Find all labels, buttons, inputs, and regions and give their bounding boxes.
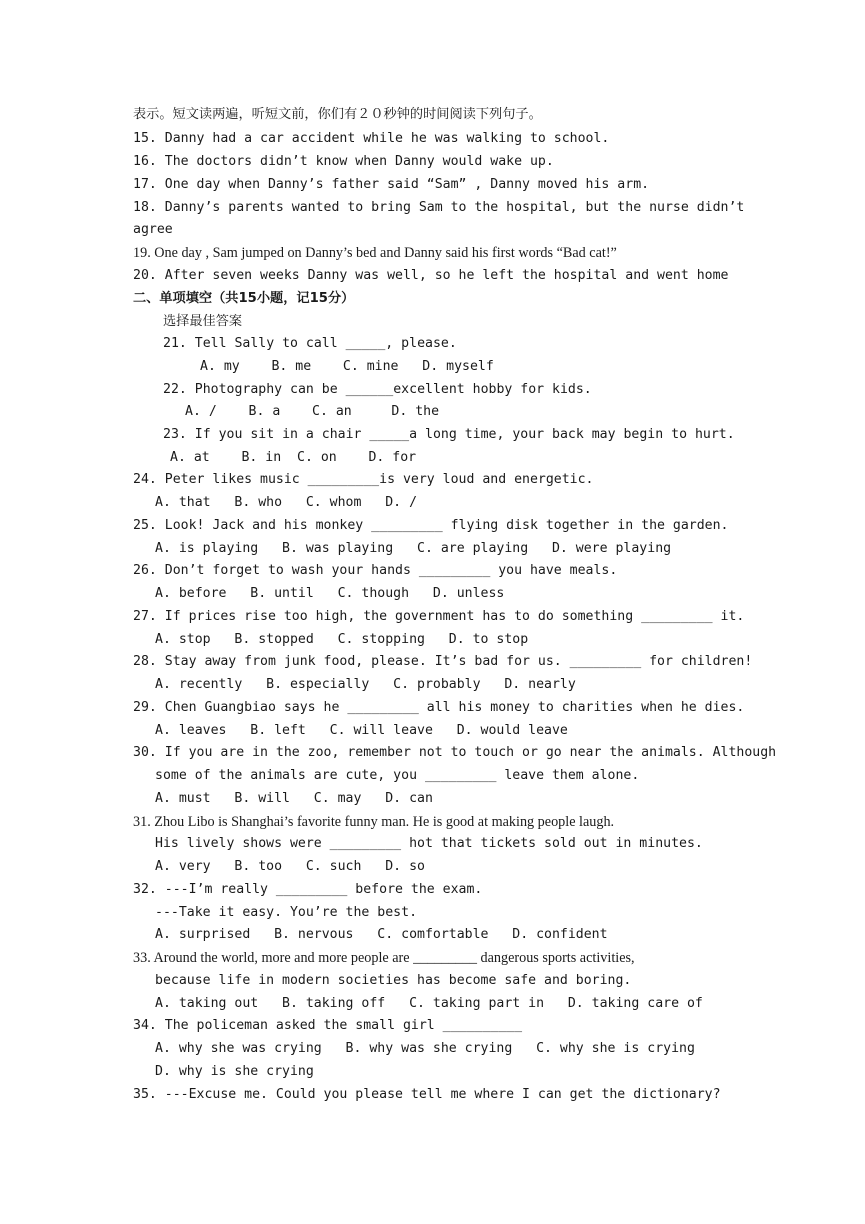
question-options: A. is playing B. was playing C. are playing D. were playing [155, 541, 672, 556]
question-options: A. must B. will C. may D. can [155, 791, 433, 806]
question-stem: 21. Tell Sally to call _____, please. [163, 336, 457, 351]
listening-statement: 20. After seven weeks Danny was well, so he left the hospital and went home [133, 268, 729, 283]
question-stem: 30. If you are in the zoo, remember not to touch or go near the animals. Although [133, 745, 777, 760]
question-options: A. / B. a C. an D. the [185, 404, 440, 419]
listening-statement: 16. The doctors didn’t know when Danny would wake up. [133, 154, 554, 169]
question-stem: 32. ---I’m really _________ before the exam. [133, 882, 483, 897]
question-options: A. surprised B. nervous C. comfortable D. confident [155, 927, 608, 942]
question-options: A. recently B. especially C. probably D. nearly [155, 677, 576, 692]
question-stem-continuation: ---Take it easy. You’re the best. [155, 905, 418, 920]
listening-statement: 17. One day when Danny’s father said “Sam” , Danny moved his arm. [133, 177, 650, 192]
question-stem: 26. Don’t forget to wash your hands _________ you have meals. [133, 563, 618, 578]
section-heading: 二、单项填空（共15小题，记15分） [133, 291, 355, 306]
question-stem: 22. Photography can be ______excellent hobby for kids. [163, 382, 592, 397]
question-options: A. that B. who C. whom D. / [155, 495, 418, 510]
question-options: A. why she was crying B. why was she crying C. why she is crying [155, 1041, 695, 1056]
question-stem: 28. Stay away from junk food, please. It’s bad for us. _________ for children! [133, 654, 753, 669]
question-options: A. stop B. stopped C. stopping D. to stop [155, 632, 529, 647]
intro-line: 表示。短文读两遍，听短文前，你们有２０秒钟的时间阅读下列句子。 [133, 107, 542, 122]
listening-statement-continuation: agree [133, 222, 173, 237]
question-options: A. at B. in C. on D. for [170, 450, 417, 465]
question-stem: 24. Peter likes music _________is very loud and energetic. [133, 472, 594, 487]
question-stem-continuation: His lively shows were _________ hot that tickets sold out in minutes. [155, 836, 703, 851]
section-instruction: 选择最佳答案 [163, 314, 243, 329]
question-stem-continuation: some of the animals are cute, you _________ leave them alone. [155, 768, 640, 783]
question-stem: 27. If prices rise too high, the government has to do something _________ it. [133, 609, 745, 624]
question-stem: 31. Zhou Libo is Shanghai’s favorite funny man. He is good at making people laugh. [133, 814, 615, 830]
listening-statement: 18. Danny’s parents wanted to bring Sam to the hospital, but the nurse didn’t [133, 200, 745, 215]
question-stem: 29. Chen Guangbiao says he _________ all his money to charities when he dies. [133, 700, 745, 715]
listening-statement: 19. One day , Sam jumped on Danny’s bed and Danny said his first words “Bad cat!” [133, 245, 617, 261]
question-options-continuation: D. why is she crying [155, 1064, 314, 1079]
question-options: A. my B. me C. mine D. myself [200, 359, 494, 374]
question-stem: 33. Around the world, more and more people are _________ dangerous sports activities, [133, 950, 635, 966]
question-stem: 35. ---Excuse me. Could you please tell me where I can get the dictionary? [133, 1087, 721, 1102]
question-stem: 34. The policeman asked the small girl __________ [133, 1018, 523, 1033]
question-stem: 25. Look! Jack and his monkey _________ flying disk together in the garden. [133, 518, 729, 533]
question-stem: 23. If you sit in a chair _____a long time, your back may begin to hurt. [163, 427, 735, 442]
question-options: A. before B. until C. though D. unless [155, 586, 505, 601]
question-options: A. taking out B. taking off C. taking part in D. taking care of [155, 996, 703, 1011]
listening-statement: 15. Danny had a car accident while he was walking to school. [133, 131, 610, 146]
question-options: A. very B. too C. such D. so [155, 859, 425, 874]
question-stem-continuation: because life in modern societies has become safe and boring. [155, 973, 632, 988]
question-options: A. leaves B. left C. will leave D. would leave [155, 723, 568, 738]
